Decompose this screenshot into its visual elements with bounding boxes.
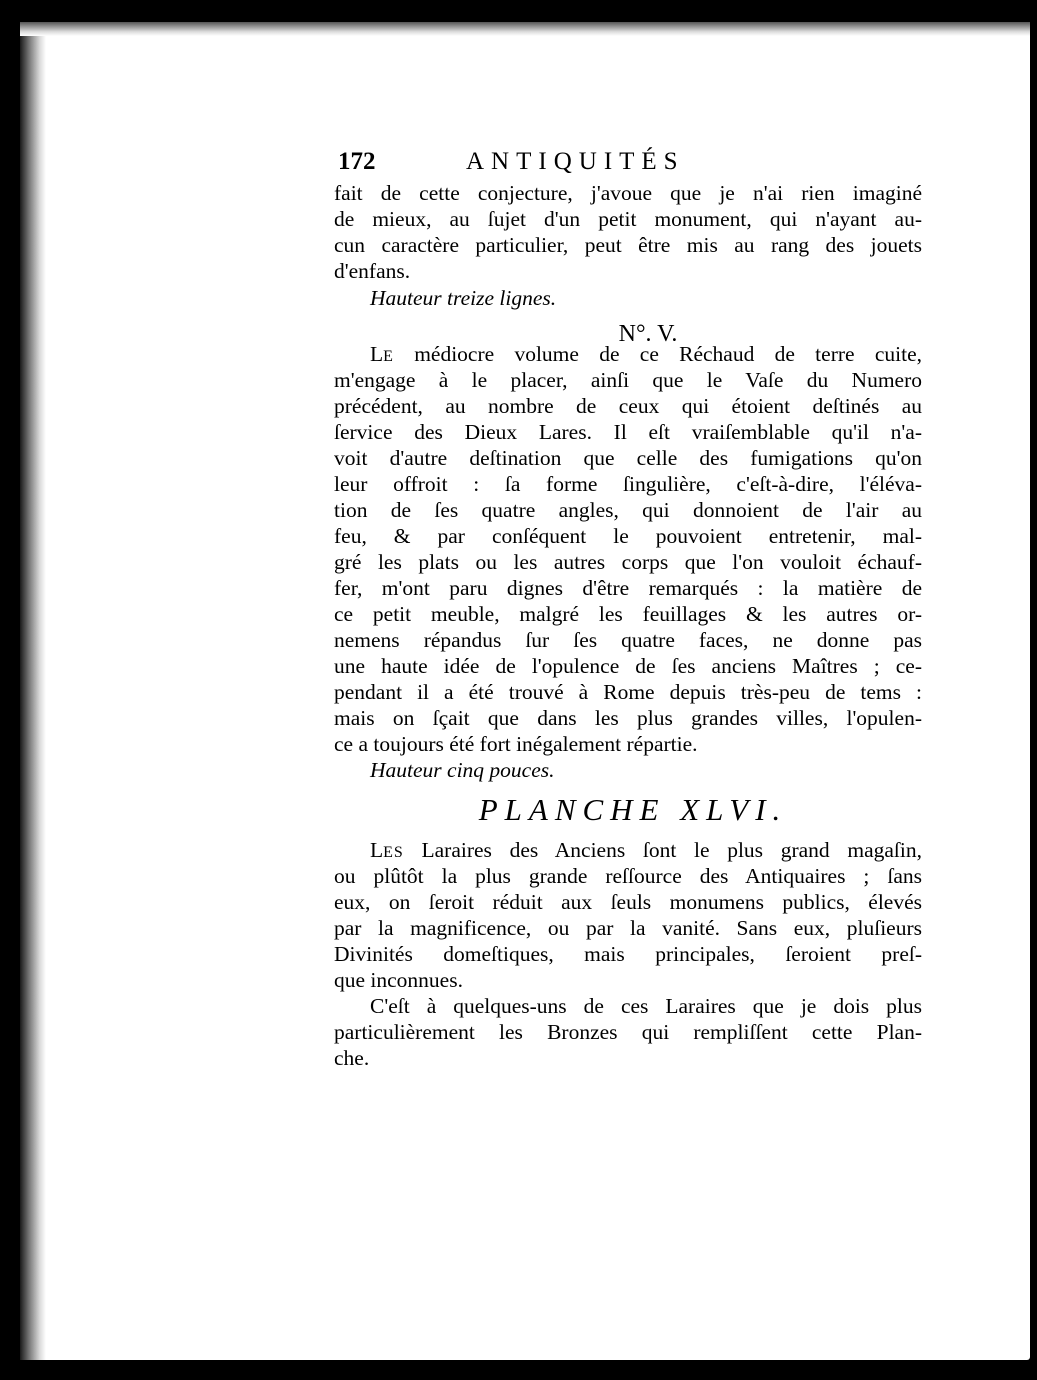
text-line: de mieux, au ſujet d'un petit monument, qui n'ayant au- — [334, 207, 922, 231]
text-line: Laraires des Anciens ſont le plus grand magaſin, — [403, 838, 922, 862]
height-note: Hauteur cinq pouces. — [370, 758, 555, 782]
text-line: que inconnues. — [334, 968, 463, 992]
text-line: ſervice des Dieux Lares. Il eſt vraiſemblable qu'il n'a- — [334, 420, 922, 444]
text-line: cun caractère particulier, peut être mis au rang des jouets — [334, 233, 922, 257]
text-line: feu, & par conſéquent le pouvoient entretenir, mal- — [334, 524, 922, 548]
text-line: ce a toujours été fort inégalement répartie. — [334, 732, 698, 756]
drop-capital: L — [370, 838, 384, 862]
text-line: médiocre volume de ce Réchaud de terre cuite, — [393, 342, 922, 366]
section-number: N°. V. — [618, 321, 678, 347]
text-line: nemens répandus ſur ſes quatre faces, ne donne pas — [334, 628, 922, 652]
text-line: fait de cette conjecture, j'avoue que je n'ai rien imaginé — [334, 181, 922, 205]
text-line: m'engage à le placer, ainſi que le Vaſe du Numero — [334, 368, 922, 392]
text-line: tion de ſes quatre angles, qui donnoient de l'air au — [334, 498, 922, 522]
paragraph-first-line — [370, 837, 922, 866]
paragraph-first-line — [370, 341, 922, 370]
small-caps: E — [383, 348, 394, 365]
drop-capital: L — [370, 342, 384, 366]
text-line: gré les plats ou les autres corps que l'on vouloit échauf- — [334, 550, 922, 574]
text-line: particulièrement les Bronzes qui rempliſſent cette Plan- — [334, 1020, 922, 1044]
text-line: fer, m'ont paru dignes d'être remarqués : la matière de — [334, 576, 922, 600]
text-line: eux, on ſeroit réduit aux ſeuls monumens publics, élevés — [334, 890, 922, 914]
text-line: Divinités domeſtiques, mais principales, ſeroient preſ- — [334, 942, 922, 966]
height-note: Hauteur treize lignes. — [370, 286, 557, 310]
text-line: voit d'autre deſtination que celle des fumigations qu'on — [334, 446, 922, 470]
text-line: ou plûtôt la plus grande reſſource des Antiquaires ; ſans — [334, 864, 922, 888]
page-number: 172 — [338, 148, 376, 175]
text-line: par la magnificence, ou par la vanité. Sans eux, pluſieurs — [334, 916, 922, 940]
text-line: leur offroit : ſa forme ſingulière, c'eſt-à-dire, l'éléva- — [334, 472, 922, 496]
text-line: une haute idée de l'opulence de ſes anciens Maîtres ; ce- — [334, 654, 922, 678]
book-page — [20, 22, 1030, 1360]
page-gutter-shadow — [20, 22, 46, 1360]
text-line: d'enfans. — [334, 259, 411, 283]
small-caps: ES — [383, 844, 404, 861]
text-line: C'eſt à quelques-uns de ces Laraires que je dois plus — [370, 994, 922, 1018]
text-line: che. — [334, 1046, 370, 1070]
running-title: ANTIQUITÉS — [466, 148, 685, 175]
text-line: pendant il a été trouvé à Rome depuis très-peu de tems : — [334, 680, 922, 704]
page-top-shadow — [20, 22, 1030, 36]
text-line: ce petit meuble, malgré les feuillages & les autres or- — [334, 602, 922, 626]
plate-title: PLANCHE XLVI. — [478, 792, 788, 827]
text-line: mais on ſçait que dans les plus grandes villes, l'opulen- — [334, 706, 922, 730]
text-line: précédent, au nombre de ceux qui étoient deſtinés au — [334, 394, 922, 418]
